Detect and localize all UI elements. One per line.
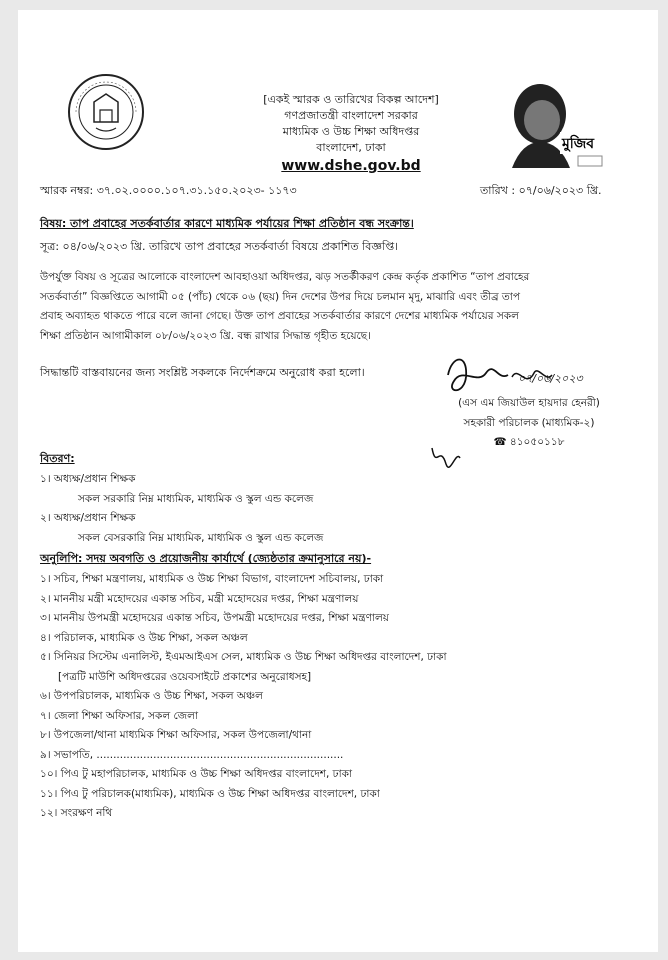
item-number: ১।	[40, 473, 51, 485]
item-recipient: অধ্যক্ষ/প্রধান শিক্ষক	[53, 512, 136, 524]
signatory-name: (এস এম জিয়াউল হায়দার হেনরী)	[458, 397, 600, 409]
distribution-item	[40, 509, 323, 529]
dshe-logo-seal	[66, 72, 146, 152]
location: বাংলাদেশ, ঢাকা	[316, 141, 386, 154]
distribution-item-detail: সকল সরকারি নিম্ন মাধ্যমিক, মাধ্যমিক ও স্কুল এন্ড কলেজ	[78, 492, 314, 505]
website-link[interactable]: www.dshe.gov.bd	[281, 158, 421, 174]
item-recipient: অধ্যক্ষ/প্রধান শিক্ষক	[53, 473, 136, 485]
directorate-name: মাধ্যমিক ও উচ্চ শিক্ষা অধিদপ্তর	[282, 125, 420, 138]
copy-item: ১। সচিব, শিক্ষা মন্ত্রণালয়, মাধ্যমিক ও উচ্চ শিক্ষা বিভাগ, বাংলাদেশ সচিবালয়, ঢাকা	[40, 573, 384, 585]
request-line: সিদ্ধান্তটি বাস্তবায়নের জন্য সংশ্লিষ্ট সকলকে নির্দেশক্রমে অনুরোধ করা হলো।	[40, 366, 365, 379]
body-paragraph	[40, 268, 529, 346]
copy-item-note: [পত্রটি মাউশি অধিদপ্তরের ওয়েবসাইটে প্রকাশের অনুরোধসহ]	[58, 670, 312, 683]
letterhead	[196, 92, 506, 176]
copy-item: ৪। পরিচালক, মাধ্যমিক ও উচ্চ শিক্ষা, সকল অঞ্চল	[40, 631, 248, 644]
memo-date: তারিখ : ০৭/০৬/২০২৩ খ্রি.	[480, 184, 602, 197]
signatory-designation: সহকারী পরিচালক (মাধ্যমিক-২)	[463, 416, 595, 429]
alternative-order-note: [একই স্মারক ও তারিখের বিকল্প আদেশ]	[263, 93, 439, 106]
portrait-caption: মুজিব	[562, 136, 595, 152]
signatory-phone: ☎ ৪১০৫০১১৮	[493, 436, 565, 448]
initial-signature	[426, 440, 466, 476]
body-line: শিক্ষা প্রতিষ্ঠান আগামীকাল ০৮/০৬/২০২৩ খ্রি. বন্ধ রাখার সিদ্ধান্ত গৃহীত হয়েছে।	[40, 329, 371, 342]
copy-item: ১১। পিএ টু পরিচালক(মাধ্যমিক), মাধ্যমিক ও উচ্চ শিক্ষা অধিদপ্তর বাংলাদেশ, ঢাকা	[40, 787, 380, 800]
copy-item: ৩। মাননীয় উপমন্ত্রী মহোদয়ের একান্ত সচিব, উপমন্ত্রী মহোদয়ের দপ্তর, শিক্ষা মন্ত্রণালয়	[40, 612, 389, 624]
body-line: প্রবাহ অব্যাহত থাকতে পারে বলে জানা গেছে। উক্ত তাপ প্রবাহের সতর্কবার্তার কারণে দেশের মাধ্যমিক পর্যায়ের সকল	[40, 310, 519, 322]
copy-item: ৭। জেলা শিক্ষা অফিসার, সকল জেলা	[40, 709, 199, 722]
copy-item: ১২। সংরক্ষণ নথি	[40, 807, 113, 819]
copy-item: ৫। সিনিয়র সিস্টেম এনালিস্ট, ইএমআইএস সেল, মাধ্যমিক ও উচ্চ শিক্ষা অধিদপ্তর বাংলাদেশ, ঢাকা	[40, 651, 447, 663]
subject: বিষয়: তাপ প্রবাহের সতর্কবার্তার কারণে মাধ্যমিক পর্যায়ের শিক্ষা প্রতিষ্ঠান বন্ধ সংক্রান্ত।	[40, 217, 414, 230]
government-name: গণপ্রজাতন্ত্রী বাংলাদেশ সরকার	[284, 109, 418, 122]
distribution-item-detail: সকল বেসরকারি নিম্ন মাধ্যমিক, মাধ্যমিক ও স্কুল এন্ড কলেজ	[78, 531, 324, 544]
body-line: সতর্কবার্তা” বিজ্ঞপ্তিতে আগামী ০৫ (পাঁচ) থেকে ০৬ (ছয়) দিন দেশের উপর দিয়ে চলমান মৃদু, মাঝারি এবং তীব্র তাপ	[40, 290, 520, 303]
signature-date: ০৭/০৬/২০২৩	[518, 372, 583, 385]
item-number: ২।	[40, 512, 51, 524]
copy-item: ১০। পিএ টু মহাপরিচালক, মাধ্যমিক ও উচ্চ শিক্ষা অধিদপ্তর বাংলাদেশ, ঢাকা	[40, 768, 353, 780]
copy-item: ৯। সভাপতি, ..........................................................................	[40, 748, 344, 761]
distribution-list	[40, 470, 323, 548]
document-page	[18, 10, 658, 952]
reference: সূত্র: ০৪/০৬/২০২৩ খ্রি. তারিখে তাপ প্রবাহের সতর্কবার্তা বিষয়ে প্রকাশিত বিজ্ঞপ্তি।	[40, 240, 399, 253]
body-line: উপর্যুক্ত বিষয় ও সূত্রের আলোকে বাংলাদেশ আবহাওয়া অধিদপ্তর, ঝড় সতর্কীকরণ কেন্দ্র কর্তৃক প্রকাশিত “তাপ প্রবাহের	[40, 271, 530, 283]
distribution-item	[40, 470, 323, 490]
copy-item: ২। মাননীয় মন্ত্রী মহোদয়ের একান্ত সচিব, মন্ত্রী মহোদয়ের দপ্তর, শিক্ষা মন্ত্রণালয়	[40, 592, 359, 605]
mujib-centenary-portrait	[498, 72, 608, 168]
copy-item: ৮। উপজেলা/থানা মাধ্যমিক শিক্ষা অফিসার, সকল উপজেলা/থানা	[40, 729, 312, 741]
memo-number: স্মারক নম্বর: ৩৭.০২.০০০০.১০৭.৩১.১৫০.২০২৩- ১১৭৩	[40, 184, 297, 197]
distribution-title: বিতরণ:	[40, 452, 75, 465]
copies-list	[40, 570, 447, 824]
copy-item: ৬। উপপরিচালক, মাধ্যমিক ও উচ্চ শিক্ষা, সকল অঞ্চল	[40, 690, 263, 702]
copies-title: অনুলিপি: সদয় অবগতি ও প্রয়োজনীয় কার্যার্থে (জ্যেষ্ঠতার ক্রমানুসারে নয়)-	[40, 552, 372, 565]
